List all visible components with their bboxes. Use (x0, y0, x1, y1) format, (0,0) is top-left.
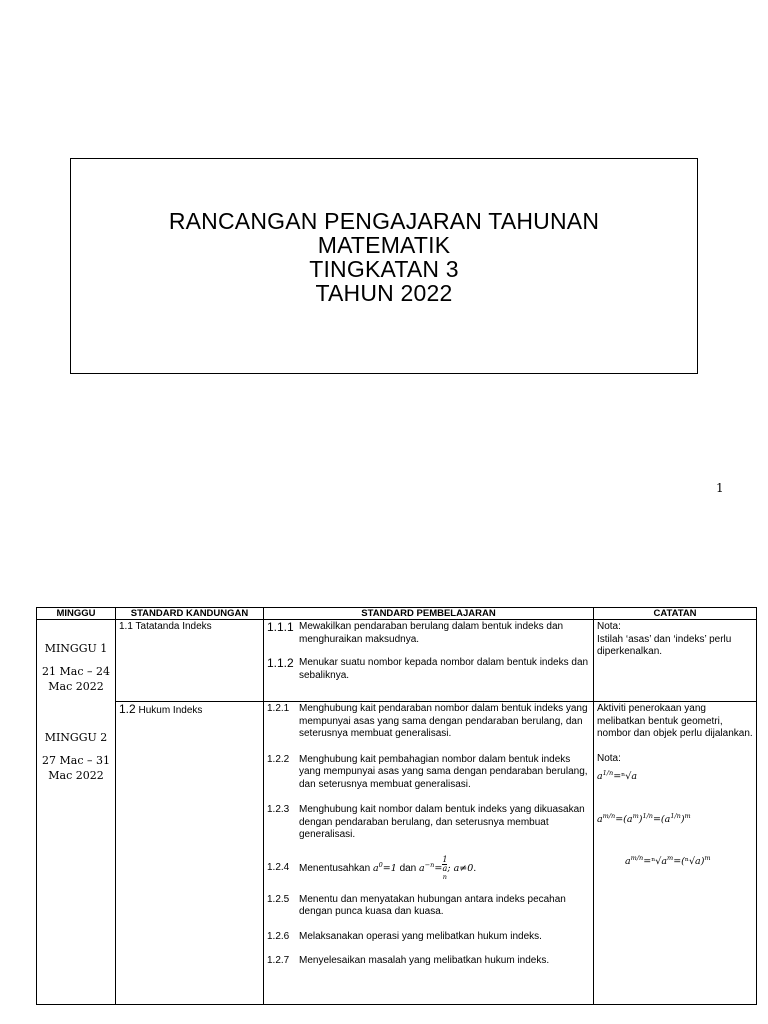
note-label: Nota: (597, 621, 621, 632)
content-standard-cell (116, 702, 264, 1005)
sp-text: Mewakilkan pendaraban berulang dalam bentuk indeks dan menghuraikan maksudnya. (299, 621, 564, 645)
sp-text: Menyelesaikan masalah yang melibatkan hukum indeks. (299, 955, 550, 966)
week-label: MINGGU 1 (44, 642, 108, 655)
table-header-row (37, 608, 757, 620)
sk-title: Hukum Indeks (138, 705, 203, 716)
sp-item (267, 621, 590, 646)
sp-text: Menghubung kait pendaraban nombor dalam bentuk indeks yang mempunyai asas yang sama dengan pendaraban berulang, dan seterusnya membuat generalisasi. (299, 703, 588, 739)
title-line: TAHUN 2022 (315, 280, 453, 306)
sp-item (267, 703, 590, 741)
formula-zero-index: $a^0=1$ (372, 860, 397, 874)
title-box (70, 158, 698, 374)
sp-item (267, 856, 590, 881)
table-row (37, 702, 757, 1005)
sk-number: 1.2 (119, 702, 136, 716)
sp-text: Menghubung kait nombor dalam bentuk indeks yang dikuasakan dengan pendaraban berulang, dan seterusnya membuat generalisasi. (299, 804, 585, 840)
header-standard-pembelajaran: STANDARD PEMBELAJARAN (264, 608, 594, 620)
sp-item (267, 931, 590, 944)
formula-negative-index: $a^{-n}=$ 1 a n ; a≠0. (419, 854, 477, 881)
learning-standard-cell (264, 620, 594, 702)
table-row (37, 620, 757, 702)
sp-text: Menentu dan menyatakan hubungan antara indeks pecahan dengan punca kuasa dan kuasa. (299, 893, 566, 917)
sp-number: 1.2.5 (267, 893, 290, 905)
sp-number: 1.2.4 (267, 861, 290, 873)
sp-number: 1.1.1 (267, 620, 294, 634)
formula-fractional-index: $a^{1/n}=^n√a$ (597, 769, 637, 783)
sp-text-part: dan (399, 862, 417, 874)
note-label: Nota: (597, 752, 621, 764)
sk-title: Tatatanda Indeks (135, 621, 212, 632)
week-date: 27 Mac – 31 (42, 754, 110, 767)
learning-standard-cell (264, 702, 594, 1005)
sp-text: Menukar suatu nombor kepada nombor dalam bentuk indeks dan sebaliknya. (299, 657, 589, 681)
formula-root-power: $a^{m/n}=^n√a^m=(^n√a)^m$ (625, 854, 711, 868)
sp-text: Melaksanakan operasi yang melibatkan hukum indeks. (299, 930, 542, 942)
sp-number: 1.2.1 (267, 703, 290, 714)
sp-item (267, 754, 590, 792)
sp-item (267, 804, 590, 842)
header-minggu: MINGGU (37, 608, 116, 620)
sp-text-part: Menentusahkan (299, 862, 371, 874)
note-text: Istilah ‘asas’ dan ‘indeks’ perlu diperkenalkan. (597, 633, 732, 657)
sk-number: 1.1 (119, 621, 133, 632)
notes-cell (594, 620, 757, 702)
sp-number: 1.2.3 (267, 804, 290, 815)
week-date: Mac 2022 (48, 769, 104, 782)
document-title (71, 209, 697, 305)
sp-text (299, 856, 590, 881)
notes-cell (594, 702, 757, 1005)
formula-power-root: $a^{m/n}=(a^m)^{1/n}=(a^{1/n})^m$ (597, 811, 691, 825)
sp-text: Menghubung kait pembahagian nombor dalam bentuk indeks yang mempunyai asas yang sama dengan pendaraban berulang, dan seterusnya membuat generalisasi. (299, 753, 588, 790)
note-text: Aktiviti penerokaan yang melibatkan bentuk geometri, nombor dan objek perlu dijalankan. (597, 703, 753, 739)
sp-number: 1.1.2 (267, 656, 294, 670)
sp-number: 1.2.6 (267, 930, 290, 942)
sp-number: 1.2.2 (267, 753, 290, 765)
week-date: 21 Mac – 24 (42, 665, 110, 678)
title-line: RANCANGAN PENGAJARAN TAHUNAN (168, 208, 600, 234)
page-number: 1 (716, 481, 724, 495)
title-line: TINGKATAN 3 (309, 256, 459, 282)
sp-item (267, 955, 590, 968)
sp-item (267, 894, 590, 919)
sp-item (267, 657, 590, 682)
title-line: MATEMATIK (317, 232, 451, 258)
lesson-plan-table (36, 607, 757, 1005)
week-label: MINGGU 2 (44, 731, 108, 744)
week-date: Mac 2022 (48, 680, 104, 693)
sp-number: 1.2.7 (267, 955, 290, 966)
header-standard-kandungan: STANDARD KANDUNGAN (116, 608, 264, 620)
week-cell (37, 620, 116, 1005)
header-catatan: CATATAN (594, 608, 757, 620)
content-standard-cell (116, 620, 264, 702)
